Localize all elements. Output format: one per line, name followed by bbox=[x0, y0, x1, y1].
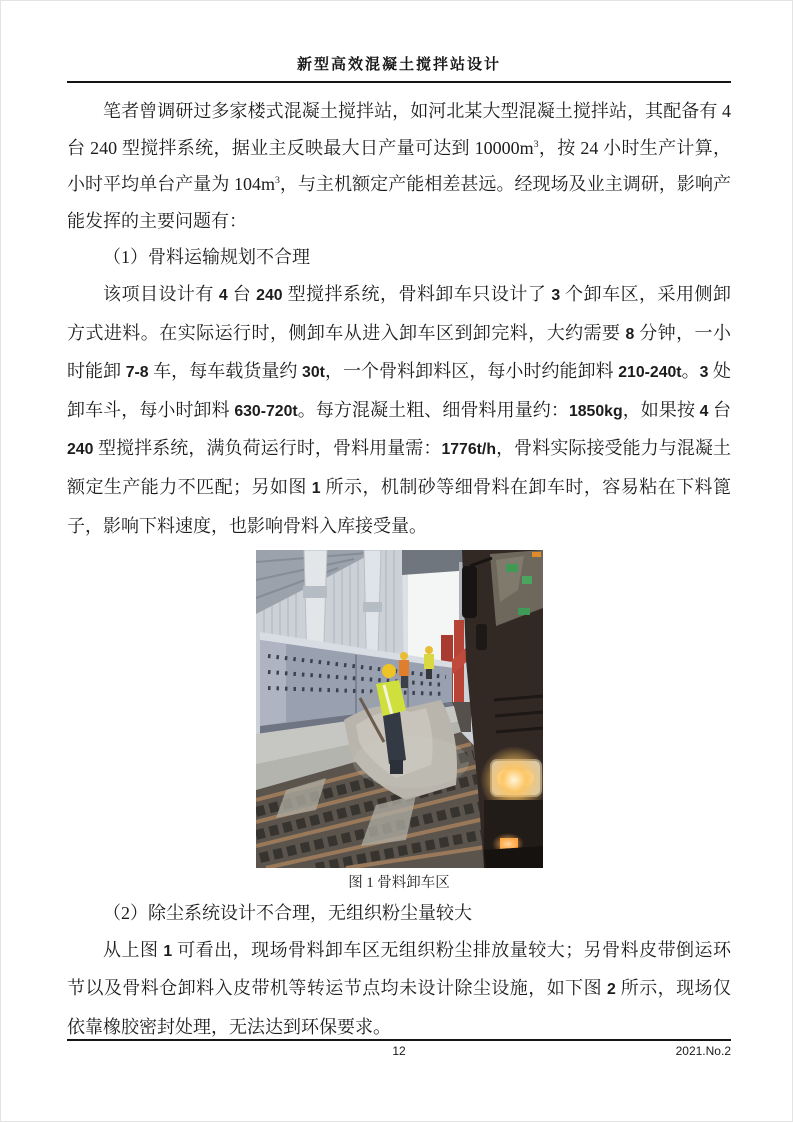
page-footer bbox=[67, 1039, 731, 1058]
running-head-title: 新型高效混凝土搅拌站设计 bbox=[296, 57, 501, 73]
page-number: 12 bbox=[392, 1044, 406, 1058]
page-header bbox=[67, 53, 731, 83]
text-blocks-after-figure bbox=[67, 895, 731, 1045]
bin-left-face bbox=[260, 640, 286, 726]
pipe-coupling-1 bbox=[303, 586, 327, 598]
paragraph-issue-2: 从上图 1 可看出，现场骨料卸车区无组织粉尘排放量较大；另骨料皮带倒运环节以及骨料仓卸料入皮带机等转运节点均未设计除尘设施，如下图 2 所示，现场仅依靠橡胶密封处理，无法达到环保要求。 bbox=[67, 939, 732, 1037]
figure-1-photo-aggregate-unloading-area bbox=[256, 550, 543, 868]
paragraph-issue-1: 该项目设计有 4 台 240 型搅拌系统，骨料卸车只设计了 3 个卸车区，采用侧卸方式进料。在实际运行时，侧卸车从进入卸车区到卸完料，大约需要 8 分钟，一小时能卸 7-8 车，每车载货量约 30t，一个骨料卸料区，每小时约能卸料 210-240t。3 处卸车斗，每小时卸料 630-720t。每方混凝土粗、细骨料用量约：1850kg，如果按 4 台 240 型搅拌系统，满负荷运行时，骨料用量需：1776t/h，骨料实际接受能力与混凝土额定生产能力不匹配；另如图 1 所示，机制砂等细骨料在卸车时，容易粘在下料篦子，影响下料速度，也影响骨料入库接受量。 bbox=[67, 283, 732, 536]
side-mirror-small bbox=[476, 624, 487, 650]
paragraph-intro: 笔者曾调研过多家楼式混凝土搅拌站，如河北某大型混凝土搅拌站，其配备有 4 台 240 型搅拌系统，据业主反映最大日产量可达到 $10000m^3$，按 24 小时生产计算，小时平均单台产量为 $104m^3$，与主机额定产能相差甚远。经现场及业主调研，影响产能发挥的主要问题有： bbox=[67, 101, 732, 231]
heading-issue-1: （1）骨料运输规划不合理 bbox=[103, 247, 310, 268]
document-body bbox=[67, 93, 731, 1046]
dust-haze bbox=[353, 736, 469, 788]
text-blocks-before-figure bbox=[67, 93, 731, 544]
cab-marker-lamp bbox=[532, 552, 541, 557]
figure-1 bbox=[256, 550, 543, 895]
issue-label: 2021.No.2 bbox=[675, 1044, 731, 1058]
windshield-sticker-2 bbox=[522, 576, 532, 584]
windshield-sticker-1 bbox=[506, 564, 518, 572]
figure-1-caption: 图 1 骨料卸车区 bbox=[348, 875, 450, 892]
pipe-coupling-2 bbox=[363, 602, 382, 612]
windshield-sticker-3 bbox=[518, 608, 530, 615]
heading-issue-2: （2）除尘系统设计不合理，无组织粉尘量较大 bbox=[103, 903, 472, 924]
side-mirror-large bbox=[462, 566, 477, 618]
